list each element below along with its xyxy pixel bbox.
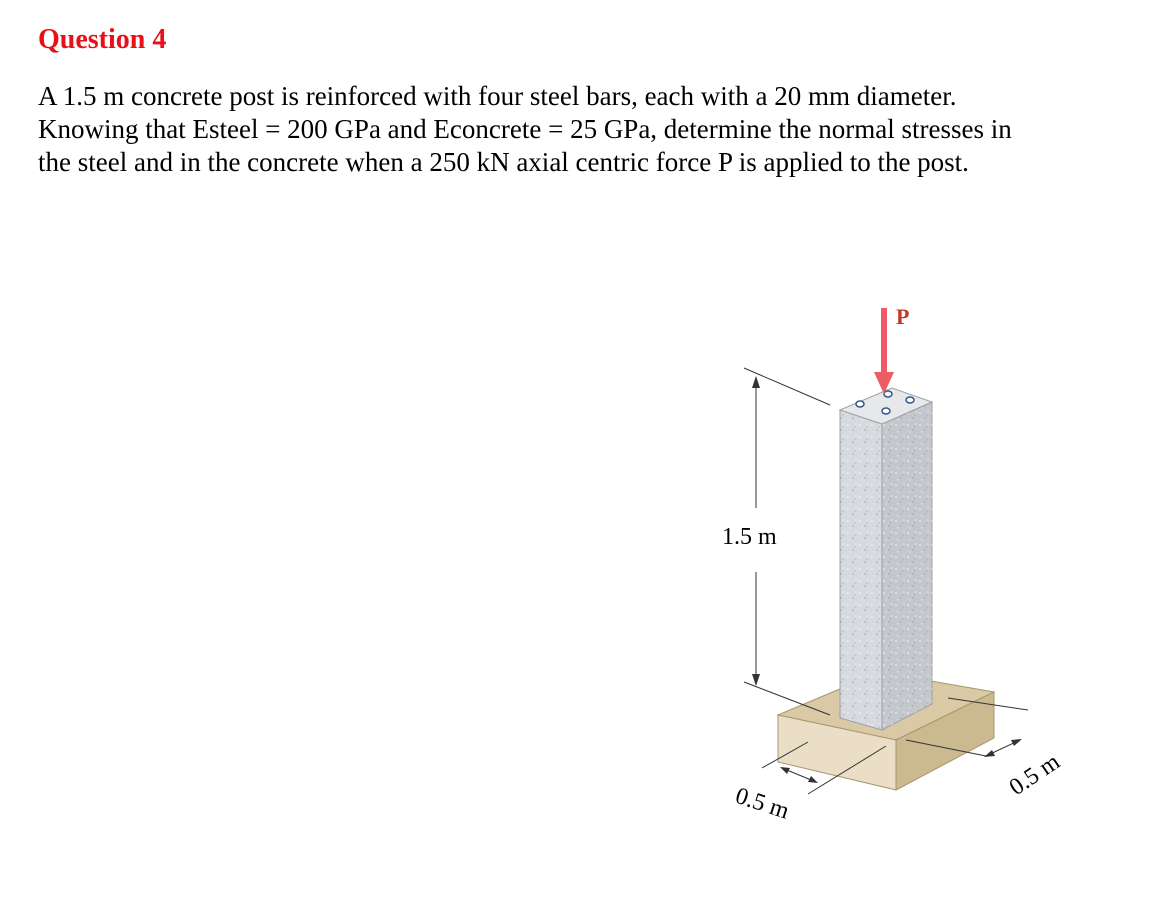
base-right-label: 0.5 m (1004, 748, 1065, 801)
base-left-label: 0.5 m (732, 782, 793, 825)
steel-bar-end (856, 401, 864, 407)
column-side-texture (882, 402, 932, 730)
problem-statement (38, 80, 1138, 179)
load-arrow-shaft (881, 308, 887, 376)
problem-line-1: A 1.5 m concrete post is reinforced with four steel bars, each with a 20 mm diameter. (38, 81, 957, 111)
steel-bar-end (906, 397, 914, 403)
base-right-arrow-1 (984, 750, 995, 757)
base-right-arrow-2 (1011, 739, 1022, 746)
base-left-arrow-1 (780, 767, 790, 774)
load-label: P (896, 304, 910, 329)
height-arrow-bottom (752, 674, 760, 686)
column-front-texture (840, 410, 882, 730)
load-arrow (874, 308, 894, 394)
steel-bar-end (882, 408, 890, 414)
base-left-arrow-2 (808, 776, 818, 783)
steel-bar-end (884, 391, 892, 397)
height-label: 1.5 m (722, 524, 777, 550)
concrete-column (840, 388, 932, 730)
problem-line-3: the steel and in the concrete when a 250 kN axial centric force P is applied to the post. (38, 147, 969, 177)
question-title: Question 4 (38, 24, 167, 55)
problem-line-2: Knowing that Esteel = 200 GPa and Econcrete = 25 GPa, determine the normal stresses in (38, 114, 1012, 144)
post-diagram (690, 290, 1100, 850)
post-figure (690, 290, 1100, 850)
height-arrow-top (752, 376, 760, 388)
